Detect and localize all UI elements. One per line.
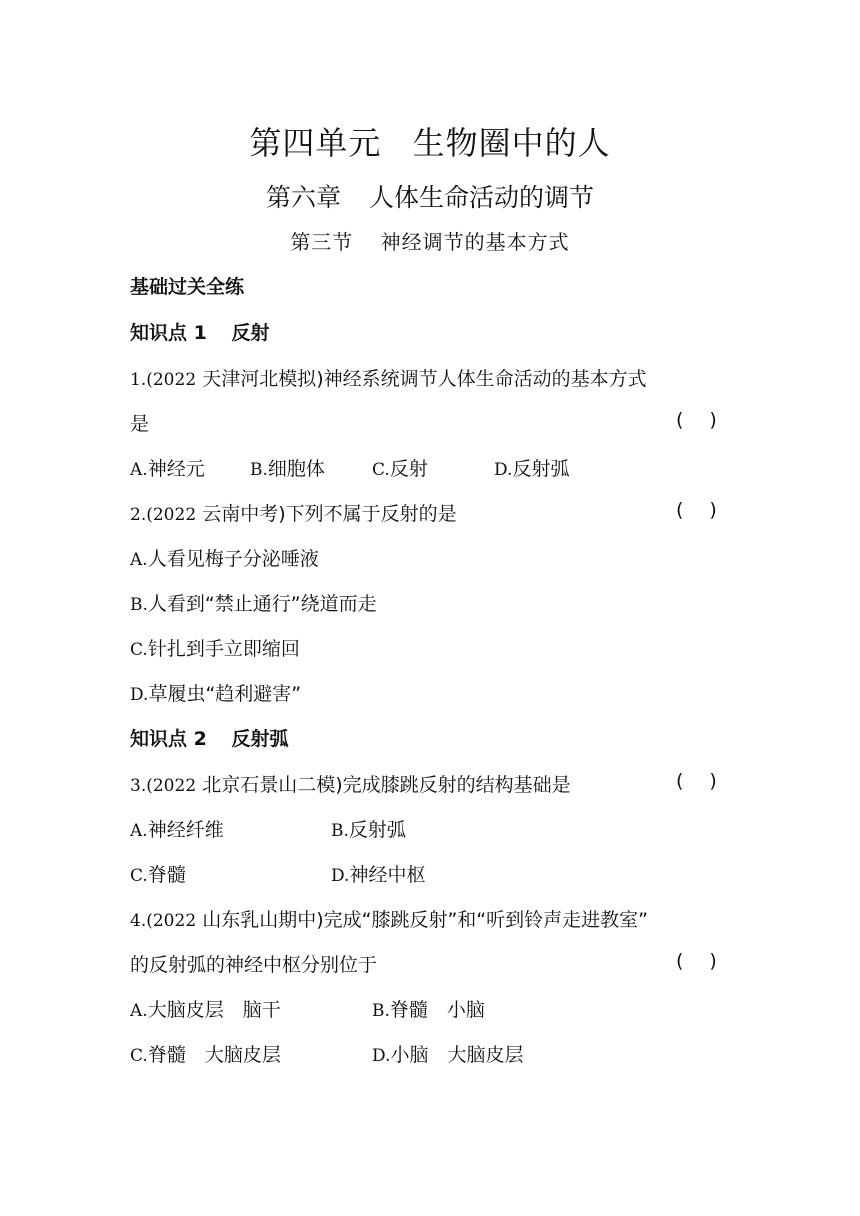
question-3-source: (2022 bbox=[146, 776, 197, 796]
knowledge-point-1 bbox=[130, 318, 269, 345]
question-3-option-d[interactable]: D.神经中枢 bbox=[331, 864, 426, 886]
question-2-stem bbox=[130, 499, 457, 526]
question-2-number: 2. bbox=[130, 505, 147, 525]
section-name: 神经调节的基本方式 bbox=[380, 230, 570, 254]
kp1-label: 知识点 1 bbox=[130, 322, 207, 344]
section-number: 第三节 bbox=[290, 230, 354, 254]
question-4-option-a[interactable]: A.大脑皮层 脑干 bbox=[130, 999, 281, 1021]
knowledge-point-2 bbox=[130, 724, 288, 751]
question-3-stem bbox=[130, 770, 571, 797]
question-4-option-c[interactable]: C.脊髓 大脑皮层 bbox=[130, 1044, 281, 1066]
question-4-source: (2022 bbox=[146, 911, 197, 931]
kp2-name: 反射弧 bbox=[231, 728, 289, 750]
chapter-title bbox=[0, 178, 860, 214]
kp1-name: 反射 bbox=[231, 322, 270, 344]
question-4-stem-cont: 的反射弧的神经中枢分别位于 bbox=[130, 954, 378, 976]
kp2-label: 知识点 2 bbox=[130, 728, 207, 750]
question-3-option-a[interactable]: A.神经纤维 bbox=[130, 819, 224, 841]
practice-heading: 基础过关全练 bbox=[130, 276, 245, 298]
section-title bbox=[0, 226, 860, 255]
question-2-option-c[interactable]: C.针扎到手立即缩回 bbox=[130, 638, 300, 660]
chapter-number: 第六章 bbox=[266, 183, 342, 212]
question-1-option-a[interactable]: A.神经元 bbox=[130, 458, 205, 480]
question-2-source: (2022 bbox=[146, 505, 197, 525]
chapter-name: 人体生命活动的调节 bbox=[368, 183, 594, 212]
question-1-source: (2022 bbox=[146, 370, 197, 390]
question-4-option-d[interactable]: D.小脑 大脑皮层 bbox=[372, 1044, 524, 1066]
question-2-text: 云南中考)下列不属于反射的是 bbox=[202, 503, 457, 525]
question-1-option-d[interactable]: D.反射弧 bbox=[494, 458, 570, 480]
question-4-answer-blank[interactable]: () bbox=[676, 950, 743, 972]
question-2-option-d[interactable]: D.草履虫“趋利避害” bbox=[130, 683, 302, 705]
question-3-option-c[interactable]: C.脊髓 bbox=[130, 864, 186, 886]
question-4-stem bbox=[130, 905, 648, 932]
question-1-answer-blank[interactable]: () bbox=[676, 409, 743, 431]
question-4-number: 4. bbox=[130, 911, 147, 931]
question-3-answer-blank[interactable]: () bbox=[676, 770, 743, 792]
question-3-text: 北京石景山二模)完成膝跳反射的结构基础是 bbox=[202, 774, 571, 796]
question-1-stem-cont: 是 bbox=[130, 413, 150, 435]
question-1-stem bbox=[130, 364, 647, 391]
question-4-text: 山东乳山期中)完成“膝跳反射”和“听到铃声走进教室” bbox=[202, 909, 648, 931]
unit-title bbox=[0, 118, 860, 164]
question-1-option-c[interactable]: C.反射 bbox=[372, 458, 428, 480]
unit-number: 第四单元 bbox=[249, 124, 382, 162]
question-2-option-a[interactable]: A.人看见梅子分泌唾液 bbox=[130, 548, 319, 570]
question-1-number: 1. bbox=[130, 370, 147, 390]
question-1-option-b[interactable]: B.细胞体 bbox=[250, 458, 325, 480]
question-2-answer-blank[interactable]: () bbox=[676, 499, 743, 521]
unit-name: 生物圈中的人 bbox=[412, 124, 611, 162]
question-3-option-b[interactable]: B.反射弧 bbox=[331, 819, 406, 841]
question-3-number: 3. bbox=[130, 776, 147, 796]
question-1-text: 天津河北模拟)神经系统调节人体生命活动的基本方式 bbox=[202, 368, 647, 390]
question-4-option-b[interactable]: B.脊髓 小脑 bbox=[372, 999, 485, 1021]
question-2-option-b[interactable]: B.人看到“禁止通行”绕道而走 bbox=[130, 593, 377, 615]
